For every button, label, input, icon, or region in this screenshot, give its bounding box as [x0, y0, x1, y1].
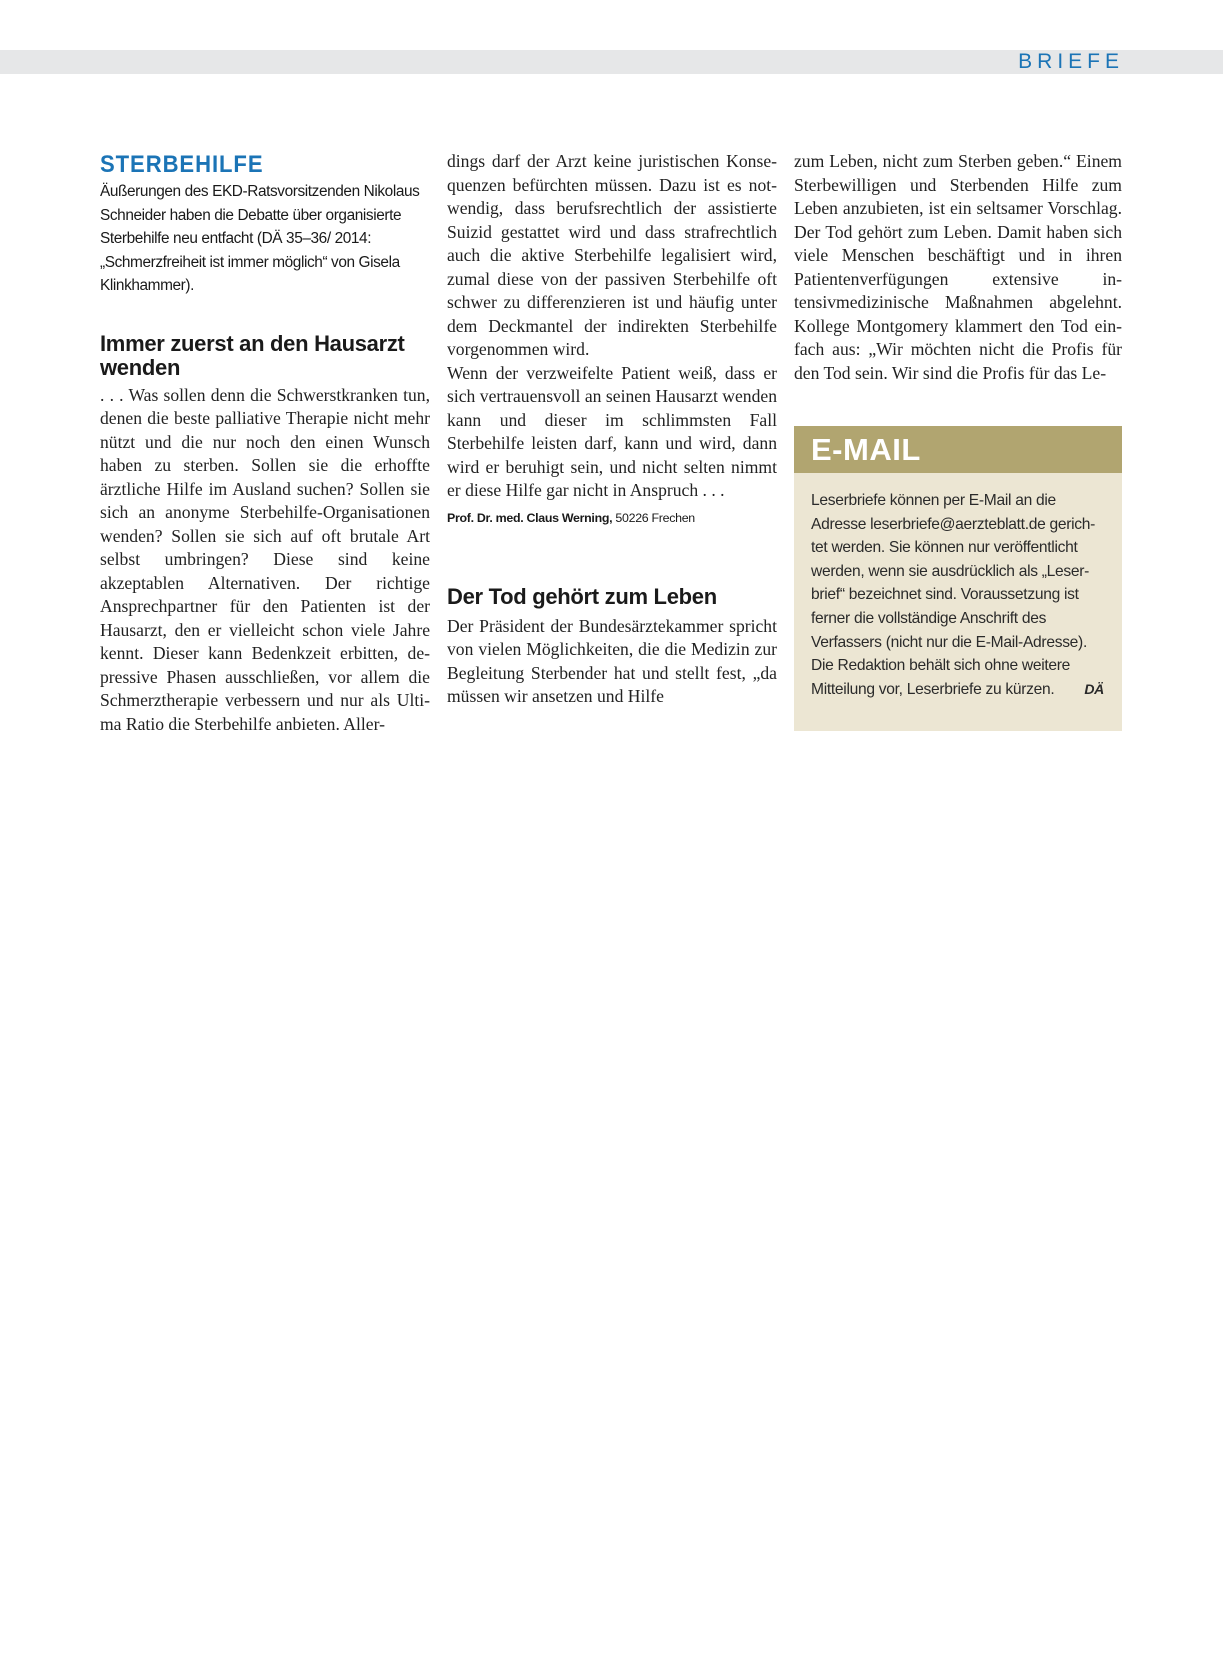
column-2	[447, 150, 777, 709]
letter-body-paragraph: Wenn der verzweifelte Patient weiß, dass er sich vertrauensvoll an seinen Hausarzt wenden kann und dieser im schlimmsten Fall Sterbehilfe leisten darf, kann und wird, dann wird er beruhigt sein, und nicht selten nimmt er diese Hilfe gar nicht in Anspruch . . .	[447, 362, 777, 500]
email-info-box	[794, 426, 1122, 731]
section-label: BRIEFE	[1018, 50, 1124, 73]
email-box-sign: DÄ	[1084, 680, 1104, 697]
letter-body-continued: dings darf der Arzt keine juristischen Konsequenzen befürchten müssen. Dazu ist es notwendig, dass berufsrechtlich der assistierte Suizid gestattet wird und dass strafrechtlich auch die aktive Sterbehilfe legalisiert wird, zumal diese von der passiven Sterbehilfe oft schwer zu differenzieren ist und häufig unter dem Deckmantel der indirekten Sterbehilfe vorgenommen wird.	[447, 151, 777, 359]
column-1	[100, 150, 430, 736]
signature-name: Prof. Dr. med. Claus Werning,	[447, 510, 613, 525]
letter-headline-2: Der Tod gehört zum Leben	[447, 583, 717, 609]
letter-2-body-continued: zum Leben, nicht zum Sterben geben.“ Einem Sterbewilligen und Sterbenden Hilfe zum Leben anzubieten, ist ein seltsamer Vorschlag. Der Tod gehört zum Leben. Damit haben sich viele Menschen beschäftigt und in ihren Patientenverfügungen extensive intensivmedizinische Maßnahmen abgelehnt. Kollege Montgomery klammert den Tod einfach aus: „Wir möchten nicht die Profis für den Tod sein. Wir sind die Profis für das Le-	[794, 151, 1122, 383]
letter-headline: Immer zuerst an den Hausarzt wenden	[100, 330, 405, 380]
column-3	[794, 150, 1122, 385]
signature-place: 50226 Frechen	[615, 510, 695, 525]
email-box-body: Leserbriefe können per E-Mail an die Adresse leserbriefe@aerzteblatt.de gerichtet werden. Sie können nur veröffentlicht werden, wenn sie ausdrücklich als „Leserbrief“ bezeichnet sind. Voraussetzung ist ferner die vollständige Anschrift des Verfassers (nicht nur die E-Mail-Adresse). Die Redaktion behält sich ohne weitere Mitteilung vor, Leserbriefe zu kürzen.	[811, 492, 1096, 698]
letter-signature	[447, 509, 777, 527]
topic-kicker: STERBEHILFE	[100, 151, 264, 178]
email-box-title: E-MAIL	[794, 426, 1122, 473]
letter-body: . . . Was sollen denn die Schwerstkranken tun, denen die beste palliative Therapie nicht mehr nützt und die nur noch den einen Wunsch haben zu sterben. Sollen sie die erhoffte ärztliche Hilfe im Ausland suchen? Sollen sie sich an anonyme Sterbehilfe-Organisationen wenden? Sollen sie sich auf oft brutale Art selbst umbringen? Diese sind keine akzeptablen Alternativen. Der richtige Ansprechpartner für den Patienten ist der Hausarzt, den er vielleicht schon viele Jahre kennt. Dieser kann Bedenkzeit erbitten, depressive Phasen ausschließen, vor allem die Schmerztherapie verbessern und nur als Ultima Ratio die Sterbehilfe anbieten. Aller-	[100, 384, 430, 734]
email-box-text	[794, 473, 1122, 701]
letter-2-body: Der Präsident der Bundesärztekammer spricht von vielen Möglichkeiten, die die Medizin zur Begleitung Sterbender hat und stellt fest, „da müssen wir ansetzen und Hilfe	[447, 615, 777, 706]
topic-intro: Äußerungen des EKD-Ratsvorsitzenden Nikolaus Schneider haben die Debatte über organisierte Sterbehilfe neu entfacht (DÄ 35–36/ 2014: „Schmerzfreiheit ist immer möglich“ von Gisela Klinkhammer).	[100, 183, 420, 295]
